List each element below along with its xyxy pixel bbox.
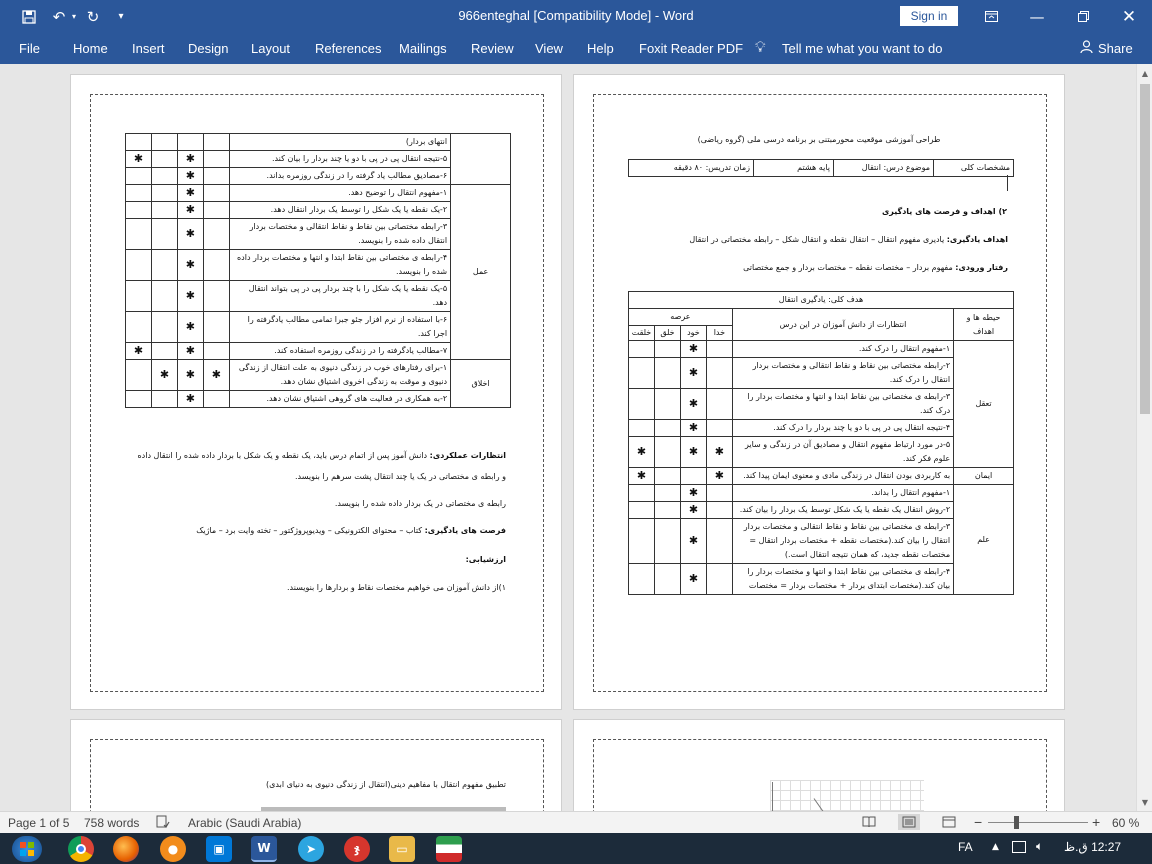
arena-mark-cell bbox=[151, 312, 177, 343]
zoom-slider[interactable] bbox=[988, 822, 1088, 823]
arena-mark-cell: ✱ bbox=[177, 202, 203, 219]
arena-mark-cell bbox=[655, 358, 681, 389]
arena-mark-cell bbox=[706, 564, 732, 595]
title-bar bbox=[0, 0, 1152, 33]
arena-subheader: خلقت bbox=[629, 326, 655, 341]
page-heading: طراحی آموزشی موقعیت محورمبتنی بر برنامه درسی ملی (گروه ریاضی) bbox=[697, 135, 941, 144]
opportunities-text: کتاب – محتوای الکترونیکی – ویدیوپروژکتور – تخته وایت برد – ماژیک bbox=[196, 526, 425, 535]
arena-mark-cell bbox=[706, 420, 732, 437]
goals-label: اهداف یادگیری: bbox=[946, 235, 1008, 244]
arena-mark-cell: ✱ bbox=[680, 358, 706, 389]
arena-mark-cell bbox=[203, 185, 229, 202]
table-row bbox=[126, 360, 511, 391]
status-bar bbox=[0, 811, 1152, 833]
word-icon[interactable]: W bbox=[251, 836, 277, 862]
tab-insert[interactable]: Insert bbox=[132, 41, 165, 56]
arena-mark-cell bbox=[126, 168, 152, 185]
objective-cell: ۲-روش انتقال یک نقطه یا یک شکل توسط یک بردار را بیان کند. bbox=[732, 502, 953, 519]
objective-cell: ۶-با استفاده از نرم افزار جئو جبرا تمامی مطالب یادگرفته را اجرا کند. bbox=[229, 312, 450, 343]
arena-mark-cell: ✱ bbox=[177, 250, 203, 281]
page-4 bbox=[573, 719, 1065, 811]
arena-mark-cell bbox=[629, 420, 655, 437]
objective-cell: انتهای بردار) bbox=[229, 134, 450, 151]
arena-mark-cell: ✱ bbox=[706, 437, 732, 468]
page-border bbox=[90, 739, 544, 811]
arena-mark-cell bbox=[151, 343, 177, 360]
table-row bbox=[629, 485, 1014, 502]
document-area[interactable] bbox=[0, 64, 1136, 811]
objective-cell: ۷-مطالب یادگرفته را در زندگی روزمره استفاده کند. bbox=[229, 343, 450, 360]
page-1 bbox=[573, 74, 1065, 710]
arena-mark-cell bbox=[629, 341, 655, 358]
arena-mark-cell bbox=[203, 151, 229, 168]
share-button[interactable]: Share bbox=[1098, 41, 1133, 56]
lightbulb-icon[interactable]: 💡︎ bbox=[755, 39, 766, 56]
arena-mark-cell bbox=[126, 391, 152, 408]
arena-mark-cell bbox=[706, 389, 732, 420]
objective-cell: ۵-نتیجه انتقال پی در پی با دو یا چند بردار را بیان کند. bbox=[229, 151, 450, 168]
table-edge-marker bbox=[1007, 175, 1008, 191]
domain-cell: اخلاق bbox=[451, 360, 511, 408]
arena-mark-cell bbox=[655, 485, 681, 502]
arena-mark-cell bbox=[151, 219, 177, 250]
performance-line-1 bbox=[126, 451, 506, 460]
table-row bbox=[126, 134, 511, 151]
chrome-icon[interactable] bbox=[68, 836, 94, 862]
objective-cell: به کاربردی بودن انتقال در زندگی مادی و معنوی ایمان پیدا کند. bbox=[732, 468, 953, 485]
table-row bbox=[126, 185, 511, 202]
arena-mark-cell: ✱ bbox=[177, 281, 203, 312]
app-red-icon[interactable]: ჯ bbox=[344, 836, 370, 862]
performance-line-2: و رابطه ی مختصاتی در یک یا چند انتقال پشت سرهم را بنویسد. bbox=[295, 472, 506, 481]
arena-mark-cell bbox=[655, 341, 681, 358]
flag-app-icon[interactable] bbox=[436, 836, 462, 862]
arena-mark-cell: ✱ bbox=[126, 151, 152, 168]
arena-mark-cell: ✱ bbox=[680, 389, 706, 420]
page-3-line: تطبیق مفهوم انتقال با مفاهیم دینی(انتقال از زندگی دنیوی به دنیای ابدی) bbox=[266, 780, 506, 789]
page-2 bbox=[70, 74, 562, 710]
entry-text: مفهوم بردار – مختصات نقطه – مختصات بردار و جمع مختصاتی bbox=[743, 263, 956, 272]
objective-cell: ۲-به همکاری در فعالیت های گروهی اشتیاق نشان دهد. bbox=[229, 391, 450, 408]
goals-text: یادیری مفهوم انتقال – انتقال نقطه و انتقال شکل – رابطه مختصاتی در انتقال bbox=[689, 235, 947, 244]
table-header-row bbox=[629, 309, 1014, 326]
arena-mark-cell: ✱ bbox=[177, 391, 203, 408]
app-icon[interactable]: ● bbox=[160, 836, 186, 862]
tray-arrow-icon[interactable]: ▲ bbox=[992, 842, 999, 852]
performance-line-3: رابطه ی مختصاتی در یک بردار داده شده را بنویسد. bbox=[334, 499, 506, 508]
zoom-slider-thumb[interactable] bbox=[1014, 816, 1019, 829]
arena-mark-cell bbox=[706, 341, 732, 358]
arena-mark-cell bbox=[655, 519, 681, 564]
arena-mark-cell bbox=[151, 151, 177, 168]
opportunities-line bbox=[126, 526, 506, 535]
objectives-table bbox=[628, 291, 1014, 595]
share-icon[interactable] bbox=[1080, 40, 1093, 57]
arena-mark-cell bbox=[126, 360, 152, 391]
arena-mark-cell bbox=[629, 519, 655, 564]
minimize-icon[interactable]: — bbox=[1029, 7, 1045, 26]
close-icon[interactable]: ✕ bbox=[1121, 6, 1137, 27]
evaluation-heading: ارزشیابی: bbox=[465, 555, 506, 564]
clock[interactable]: 12:27 ق.ظ bbox=[1064, 840, 1122, 854]
arena-mark-cell bbox=[629, 502, 655, 519]
specs-cell: موضوع درس: انتقال bbox=[834, 160, 934, 177]
undo-icon[interactable]: ↶ bbox=[52, 7, 66, 26]
objective-cell: ۵-در مورد ارتباط مفهوم انتقال و مصادیق آن در زندگی و سایر علوم فکر کند. bbox=[732, 437, 953, 468]
arena-mark-cell bbox=[203, 219, 229, 250]
entry-line bbox=[634, 263, 1008, 272]
arena-mark-cell bbox=[151, 168, 177, 185]
arena-mark-cell bbox=[126, 219, 152, 250]
objective-cell: ۴-رابطه ی مختصاتی بین نقاط ابتدا و انتها و مختصات بردار را بیان کند.(مختصات ابتدای بردار + مختصات بردار = مختصات bbox=[732, 564, 953, 595]
domain-cell: عمل bbox=[451, 185, 511, 360]
proofing-icon[interactable] bbox=[156, 815, 170, 832]
arena-mark-cell bbox=[203, 391, 229, 408]
zoom-level[interactable]: 60 % bbox=[1112, 816, 1140, 830]
table-row bbox=[629, 468, 1014, 485]
arena-mark-cell bbox=[151, 391, 177, 408]
expectations-header: انتظارات از دانش آموزان در این درس bbox=[732, 309, 953, 341]
arena-mark-cell: ✱ bbox=[680, 437, 706, 468]
objective-cell: ۲-یک نقطه یا یک شکل را توسط یک بردار انتقال دهد. bbox=[229, 202, 450, 219]
arena-mark-cell bbox=[151, 202, 177, 219]
objective-cell: ۱-برای رفتارهای خوب در زندگی دنیوی به علت انتقال از زندگی دنیوی و موقت به زندگی اخروی اشتیاق نشان دهد. bbox=[229, 360, 450, 391]
arena-mark-cell bbox=[203, 312, 229, 343]
arena-mark-cell: ✱ bbox=[177, 360, 203, 391]
arena-mark-cell: ✱ bbox=[177, 151, 203, 168]
evaluation-item: ۱)از دانش آموزان می خواهیم مختصات نقاط و بردارها را بنویسند. bbox=[286, 583, 506, 592]
store-icon[interactable]: ▣ bbox=[206, 836, 232, 862]
arena-mark-cell bbox=[680, 468, 706, 485]
objective-cell: ۳-رابطه مختصاتی بین نقاط و نقاط انتقالی و مختصات بردار انتقال داده شده را بنویسد. bbox=[229, 219, 450, 250]
start-button-icon[interactable] bbox=[12, 836, 42, 862]
scroll-thumb[interactable] bbox=[1140, 84, 1150, 414]
arena-mark-cell: ✱ bbox=[177, 168, 203, 185]
arena-mark-cell: ✱ bbox=[151, 360, 177, 391]
specs-cell: مشخصات کلی bbox=[934, 160, 1014, 177]
scroll-down-icon[interactable]: ▼ bbox=[1141, 797, 1149, 807]
arena-mark-cell: ✱ bbox=[680, 519, 706, 564]
customize-toolbar-icon[interactable]: ▾ bbox=[118, 11, 124, 22]
specs-cell: پایه هشتم bbox=[754, 160, 834, 177]
arena-mark-cell bbox=[706, 519, 732, 564]
domain-header: حیطه ها و اهداف bbox=[954, 309, 1014, 341]
objective-cell: ۳-رابطه ی مختصاتی بین نقاط و نقاط انتقالی و مختصات بردار انتقال را بیان کند.(مختصات نقطه + مختصات بردار انتقال = مختصات نقطه جدید، که همان نتیجه انتقال است.) bbox=[732, 519, 953, 564]
arena-mark-cell bbox=[629, 389, 655, 420]
arena-subheader: خدا bbox=[706, 326, 732, 341]
arena-mark-cell: ✱ bbox=[177, 312, 203, 343]
arena-mark-cell: ✱ bbox=[177, 343, 203, 360]
arena-mark-cell bbox=[629, 358, 655, 389]
tell-me-search[interactable]: Tell me what you want to do bbox=[782, 41, 943, 56]
arena-mark-cell bbox=[203, 343, 229, 360]
arena-mark-cell bbox=[706, 485, 732, 502]
arena-mark-cell: ✱ bbox=[680, 564, 706, 595]
arena-mark-cell bbox=[177, 134, 203, 151]
domain-cell: ایمان bbox=[954, 468, 1014, 485]
objective-cell: ۴-نتیجه انتقال پی در پی با دو یا چند بردار را درک کند. bbox=[732, 420, 953, 437]
arena-mark-cell bbox=[126, 281, 152, 312]
arena-subheader: خود bbox=[680, 326, 706, 341]
arena-mark-cell bbox=[629, 564, 655, 595]
objective-cell: ۲-رابطه مختصاتی بین نقاط و نقاط انتقالی و مختصات بردار انتقال را درک کند. bbox=[732, 358, 953, 389]
arena-mark-cell: ✱ bbox=[177, 219, 203, 250]
arena-mark-cell bbox=[655, 437, 681, 468]
tab-references[interactable]: References bbox=[315, 41, 382, 56]
objective-cell: ۱-مفهوم انتقال را توضیح دهد. bbox=[229, 185, 450, 202]
objective-cell: ۳-رابطه ی مختصاتی بین نقاط ابتدا و انتها و مختصات بردار را درک کند. bbox=[732, 389, 953, 420]
goals-line bbox=[634, 235, 1008, 244]
arena-mark-cell bbox=[126, 134, 152, 151]
arena-mark-cell bbox=[126, 185, 152, 202]
tab-review[interactable]: Review bbox=[471, 41, 514, 56]
arena-mark-cell: ✱ bbox=[680, 341, 706, 358]
objectives-table-continued bbox=[125, 133, 511, 408]
arena-mark-cell bbox=[655, 468, 681, 485]
tab-home[interactable]: Home bbox=[73, 41, 108, 56]
input-language[interactable]: FA bbox=[958, 840, 973, 854]
arena-mark-cell: ✱ bbox=[629, 437, 655, 468]
section-heading: ۲) اهداف و فرصت های یادگیری bbox=[881, 207, 1007, 216]
undo-dropdown-icon[interactable]: ▾ bbox=[71, 12, 76, 21]
domain-cell bbox=[451, 134, 511, 185]
arena-mark-cell: ✱ bbox=[680, 485, 706, 502]
arena-mark-cell bbox=[203, 202, 229, 219]
file-explorer-icon[interactable]: ▭ bbox=[389, 836, 415, 862]
print-layout-icon[interactable] bbox=[898, 814, 920, 830]
table-header-row bbox=[629, 292, 1014, 309]
tab-design[interactable]: Design bbox=[188, 41, 229, 56]
specs-cell: زمان تدریس: ۸۰ دقیقه bbox=[629, 160, 754, 177]
arena-header: عرصه bbox=[629, 309, 733, 326]
arena-mark-cell bbox=[655, 389, 681, 420]
sign-in-button[interactable]: Sign in bbox=[900, 6, 958, 26]
web-layout-icon[interactable] bbox=[942, 816, 956, 831]
arena-mark-cell: ✱ bbox=[629, 468, 655, 485]
firefox-icon[interactable] bbox=[113, 836, 139, 862]
scroll-up-icon[interactable]: ▲ bbox=[1141, 68, 1149, 78]
restore-icon[interactable] bbox=[1060, 0, 1106, 33]
arena-mark-cell bbox=[706, 358, 732, 389]
table-row bbox=[629, 341, 1014, 358]
main-goal-header: هدف کلی: یادگیری انتقال bbox=[629, 292, 1014, 309]
document-title: 966enteghal [Compatibility Mode] - Word bbox=[458, 8, 694, 23]
figure-axis bbox=[772, 782, 773, 811]
read-mode-icon[interactable] bbox=[862, 816, 876, 831]
arena-mark-cell bbox=[203, 250, 229, 281]
arena-mark-cell bbox=[203, 134, 229, 151]
objective-cell: ۴-رابطه ی مختصاتی بین نقاط ابتدا و انتها و مختصات بردار داده شده را بنویسد. bbox=[229, 250, 450, 281]
arena-mark-cell: ✱ bbox=[706, 468, 732, 485]
arena-mark-cell bbox=[706, 502, 732, 519]
redo-icon[interactable]: ↻ bbox=[86, 7, 100, 26]
network-icon[interactable] bbox=[1012, 841, 1026, 853]
specs-table bbox=[628, 159, 1014, 177]
arena-mark-cell: ✱ bbox=[680, 502, 706, 519]
arena-mark-cell: ✱ bbox=[680, 420, 706, 437]
arena-mark-cell bbox=[655, 502, 681, 519]
arena-mark-cell bbox=[151, 281, 177, 312]
figure-grid bbox=[770, 780, 924, 811]
language-indicator[interactable]: Arabic (Saudi Arabia) bbox=[188, 816, 302, 830]
arena-mark-cell bbox=[151, 185, 177, 202]
arena-mark-cell bbox=[126, 250, 152, 281]
arena-mark-cell bbox=[629, 485, 655, 502]
tab-layout[interactable]: Layout bbox=[251, 41, 291, 56]
ribbon-display-options-icon[interactable] bbox=[968, 0, 1014, 33]
page-count[interactable]: Page 1 of 5 bbox=[8, 816, 70, 830]
domain-cell: علم bbox=[954, 485, 1014, 595]
opportunities-label: فرصت های یادگیری: bbox=[424, 526, 506, 535]
arena-mark-cell bbox=[655, 420, 681, 437]
arena-mark-cell: ✱ bbox=[203, 360, 229, 391]
performance-label: انتظارات عملکردی: bbox=[429, 451, 506, 460]
arena-mark-cell bbox=[151, 250, 177, 281]
arena-mark-cell bbox=[126, 312, 152, 343]
objective-cell: ۶-مصادیق مطالب یاد گرفته را در زندگی روزمره بداند. bbox=[229, 168, 450, 185]
objective-cell: ۱-مفهوم انتقال را بداند. bbox=[732, 485, 953, 502]
tab-help[interactable]: Help bbox=[587, 41, 614, 56]
arena-mark-cell: ✱ bbox=[126, 343, 152, 360]
arena-mark-cell bbox=[126, 202, 152, 219]
domain-cell: تعقل bbox=[954, 341, 1014, 468]
arena-mark-cell bbox=[655, 564, 681, 595]
tab-foxit-reader-pdf[interactable]: Foxit Reader PDF bbox=[639, 41, 744, 56]
word-count[interactable]: 758 words bbox=[84, 816, 140, 830]
vertical-scrollbar[interactable] bbox=[1136, 64, 1152, 811]
tab-view[interactable]: View bbox=[535, 41, 563, 56]
zoom-in-button[interactable]: + bbox=[1092, 814, 1101, 830]
arena-subheader: خلق bbox=[655, 326, 681, 341]
arena-mark-cell: ✱ bbox=[177, 185, 203, 202]
arena-mark-cell bbox=[203, 281, 229, 312]
ribbon-tabs bbox=[0, 33, 1152, 64]
zoom-out-button[interactable]: − bbox=[974, 814, 983, 830]
performance-text-1: دانش آموز پس از اتمام درس باید، یک نقطه و یک شکل با بردار داده شده را انتقال داده bbox=[137, 451, 430, 460]
volume-icon[interactable]: 🔈︎ bbox=[1036, 839, 1044, 853]
objective-cell: ۱-مفهوم انتقال را درک کند. bbox=[732, 341, 953, 358]
entry-label: رفتار ورودی: bbox=[955, 263, 1008, 272]
arena-mark-cell bbox=[151, 134, 177, 151]
telegram-icon[interactable]: ➤ bbox=[298, 836, 324, 862]
arena-mark-cell bbox=[203, 168, 229, 185]
page-3 bbox=[70, 719, 562, 811]
tab-mailings[interactable]: Mailings bbox=[399, 41, 447, 56]
objective-cell: ۵-یک نقطه یا یک شکل را با چند بردار پی در پی بتواند انتقال دهد. bbox=[229, 281, 450, 312]
taskbar bbox=[0, 833, 1152, 864]
tab-file[interactable]: File bbox=[19, 41, 40, 56]
